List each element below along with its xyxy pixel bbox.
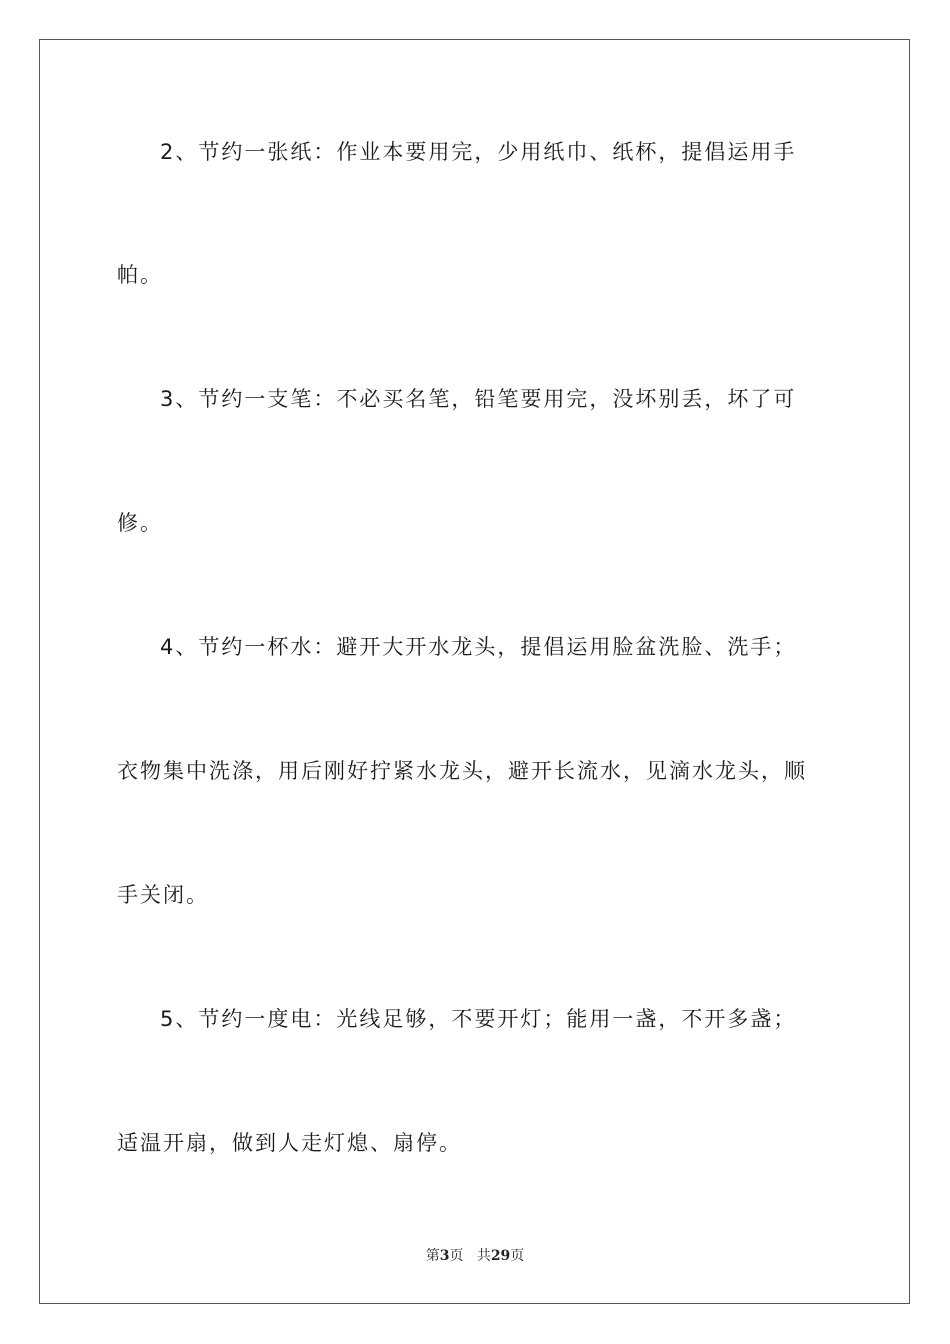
paragraph-line: 5、节约一度电：光线足够，不要开灯；能用一盏，不开多盏； <box>160 1007 797 1031</box>
footer-prefix: 第 <box>425 1248 440 1264</box>
page-footer <box>0 1247 950 1265</box>
current-page-number: 3 <box>439 1248 450 1264</box>
paragraph-line: 衣物集中洗涤，用后刚好拧紧水龙头，避开长流水，见滴水龙头，顺 <box>117 759 807 783</box>
paragraph-line: 4、节约一杯水：避开大开水龙头，提倡运用脸盆洗脸、洗手； <box>160 635 797 659</box>
footer-total-suffix: 页 <box>510 1248 525 1264</box>
page-border <box>39 39 910 1304</box>
paragraph-line: 适温开扇，做到人走灯熄、扇停。 <box>117 1131 462 1155</box>
paragraph-line: 手关闭。 <box>117 883 209 907</box>
paragraph-line: 修。 <box>117 511 163 535</box>
paragraph-line: 3、节约一支笔：不必买名笔，铅笔要用完，没坏别丢，坏了可 <box>160 387 797 411</box>
footer-page-suffix: 页 <box>449 1248 464 1264</box>
total-page-number: 29 <box>490 1248 511 1264</box>
footer-total-prefix: 共 <box>476 1248 491 1264</box>
paragraph-line: 帕。 <box>117 263 163 287</box>
paragraph-line: 2、节约一张纸：作业本要用完，少用纸巾、纸杯，提倡运用手 <box>160 140 797 164</box>
